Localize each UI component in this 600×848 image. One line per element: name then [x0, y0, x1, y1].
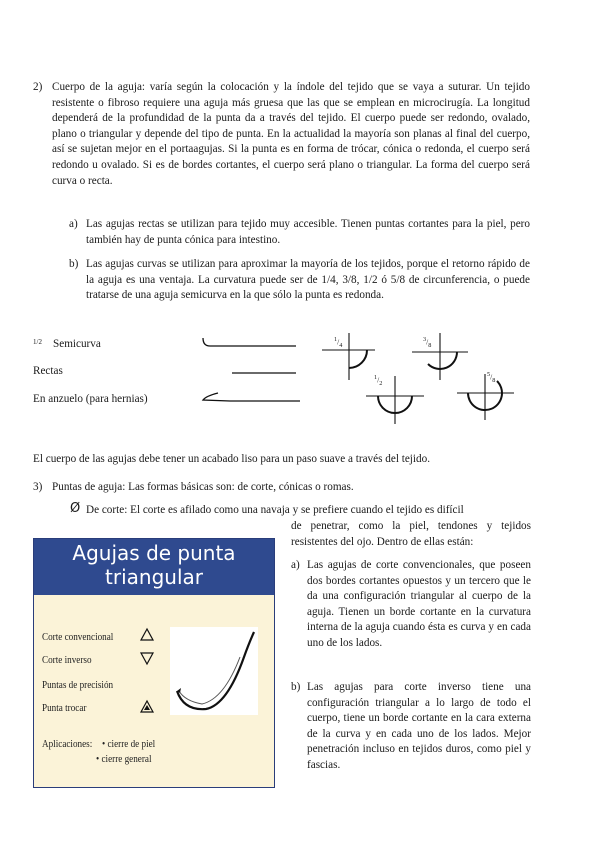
section-2-item-b-marker: b): [69, 258, 79, 270]
section-2-item-a-text: Las agujas rectas se utilizan para tejido muy accesible. Tienen puntas cortantes para la piel, pero también hay de punta cónica para intestino.: [86, 218, 530, 246]
body-finish-text: El cuerpo de las agujas debe tener un acabado liso para un paso suave a través del tejido.: [33, 453, 431, 465]
anzuelo-label: En anzuelo (para hernias): [33, 393, 148, 405]
de-corte-intro: De corte: El corte es afilado como una navaja y se prefiere cuando el tejido es difícil: [86, 504, 464, 516]
curvature-quarter: [322, 333, 375, 380]
section-3-item-b-text: Las agujas para corte inverso tiene una configuración triangular a lo largo de todo el cuerpo, tiene un borde cortante en la cara externa de la curva y en cada uno de los lados. Mejor penetración incluso en tejidos duros, como piel y fascias.: [307, 681, 531, 771]
section-3-item-a-text: Las agujas de corte convencionales, que poseen dos bordes cortantes opuestos y un tercero que le da una configuración triangular al cuerpo de la aguja. Tienen un borde cortante en la curvatura interna de la aguja cuando ésta es curva y en cada uno de los lados.: [307, 559, 531, 649]
section-2-paragraph: Cuerpo de la aguja: varía según la colocación y la índole del tejido que se vaya a suturar. Un tejido resistente o fibroso requiere una aguja más gruesa que las que se emplean en microcirugía. La longitud dependerá de la profundidad de la punta da a través del tejido. El cuerpo puede ser redondo, ovalado, plano o triangular y depende del tipo de punta. En la actualidad la mayoría son planas al final del cuerpo, así se sujetan mejor en el portaagujas. Si la punta es en forma de trócar, cónica o redonda, el cuerpo será redondo u ovalado. Si es de bordes cortantes, el cuerpo será plano o triangular. La forma del cuerpo será curva o recta.: [52, 81, 530, 187]
needle-photo: [170, 627, 258, 715]
triangular-needles-box: [33, 538, 275, 788]
section-3-number: 3): [33, 481, 43, 493]
curvature-three-eighths: [412, 333, 468, 380]
fraction-three-eighths: $^3/_8$: [423, 336, 432, 349]
section-3-item-a-marker: a): [291, 559, 300, 571]
de-corte-continuation: de penetrar, como la piel, tendones y tejidos resistentes del ojo. Dentro de ellas están:: [291, 520, 531, 548]
type-punta-trocar: Punta trocar: [42, 703, 87, 714]
applications-label: Aplicaciones:: [42, 739, 93, 750]
de-corte-symbol: Ø: [70, 501, 81, 516]
trocar-triangle-icon: [141, 701, 153, 712]
section-3-text: Puntas de aguja: Las formas básicas son: de corte, cónicas o romas.: [52, 481, 354, 493]
application-cierre-piel: • cierre de piel: [102, 739, 156, 750]
section-2-item-a-marker: a): [69, 218, 78, 230]
fraction-five-eighths: $^5/_8$: [487, 371, 496, 384]
application-cierre-general: • cierre general: [96, 754, 152, 765]
box-title-line-2: triangular: [105, 565, 203, 589]
semicurva-fraction: 1/2: [33, 338, 42, 346]
fraction-half: $^1/_2$: [374, 374, 383, 387]
rectas-label: Rectas: [33, 365, 63, 377]
section-2-number: 2): [33, 81, 43, 93]
triangle-down-icon: [141, 653, 153, 664]
type-corte-convencional: Corte convencional: [42, 632, 114, 643]
box-title-line-1: Agujas de punta: [72, 541, 236, 565]
curvature-five-eighths: [457, 374, 514, 420]
semicurva-label: Semicurva: [53, 338, 101, 350]
triangle-up-icon: [141, 629, 153, 640]
type-corte-inverso: Corte inverso: [42, 655, 92, 666]
type-puntas-precision: Puntas de precisión: [42, 680, 114, 691]
fraction-quarter: $^1/_4$: [334, 336, 343, 349]
section-3-item-b-marker: b): [291, 681, 301, 693]
section-2-item-b-text: Las agujas curvas se utilizan para aproximar la mayoría de los tejidos, porque el retorno rápido de la aguja es una ventaja. La curvatura puede ser de 1/4, 3/8, 1/2 ó 5/8 de circunferencia, o puede tratarse de una aguja semicurva en la que sólo la punta es redonda.: [86, 258, 530, 302]
